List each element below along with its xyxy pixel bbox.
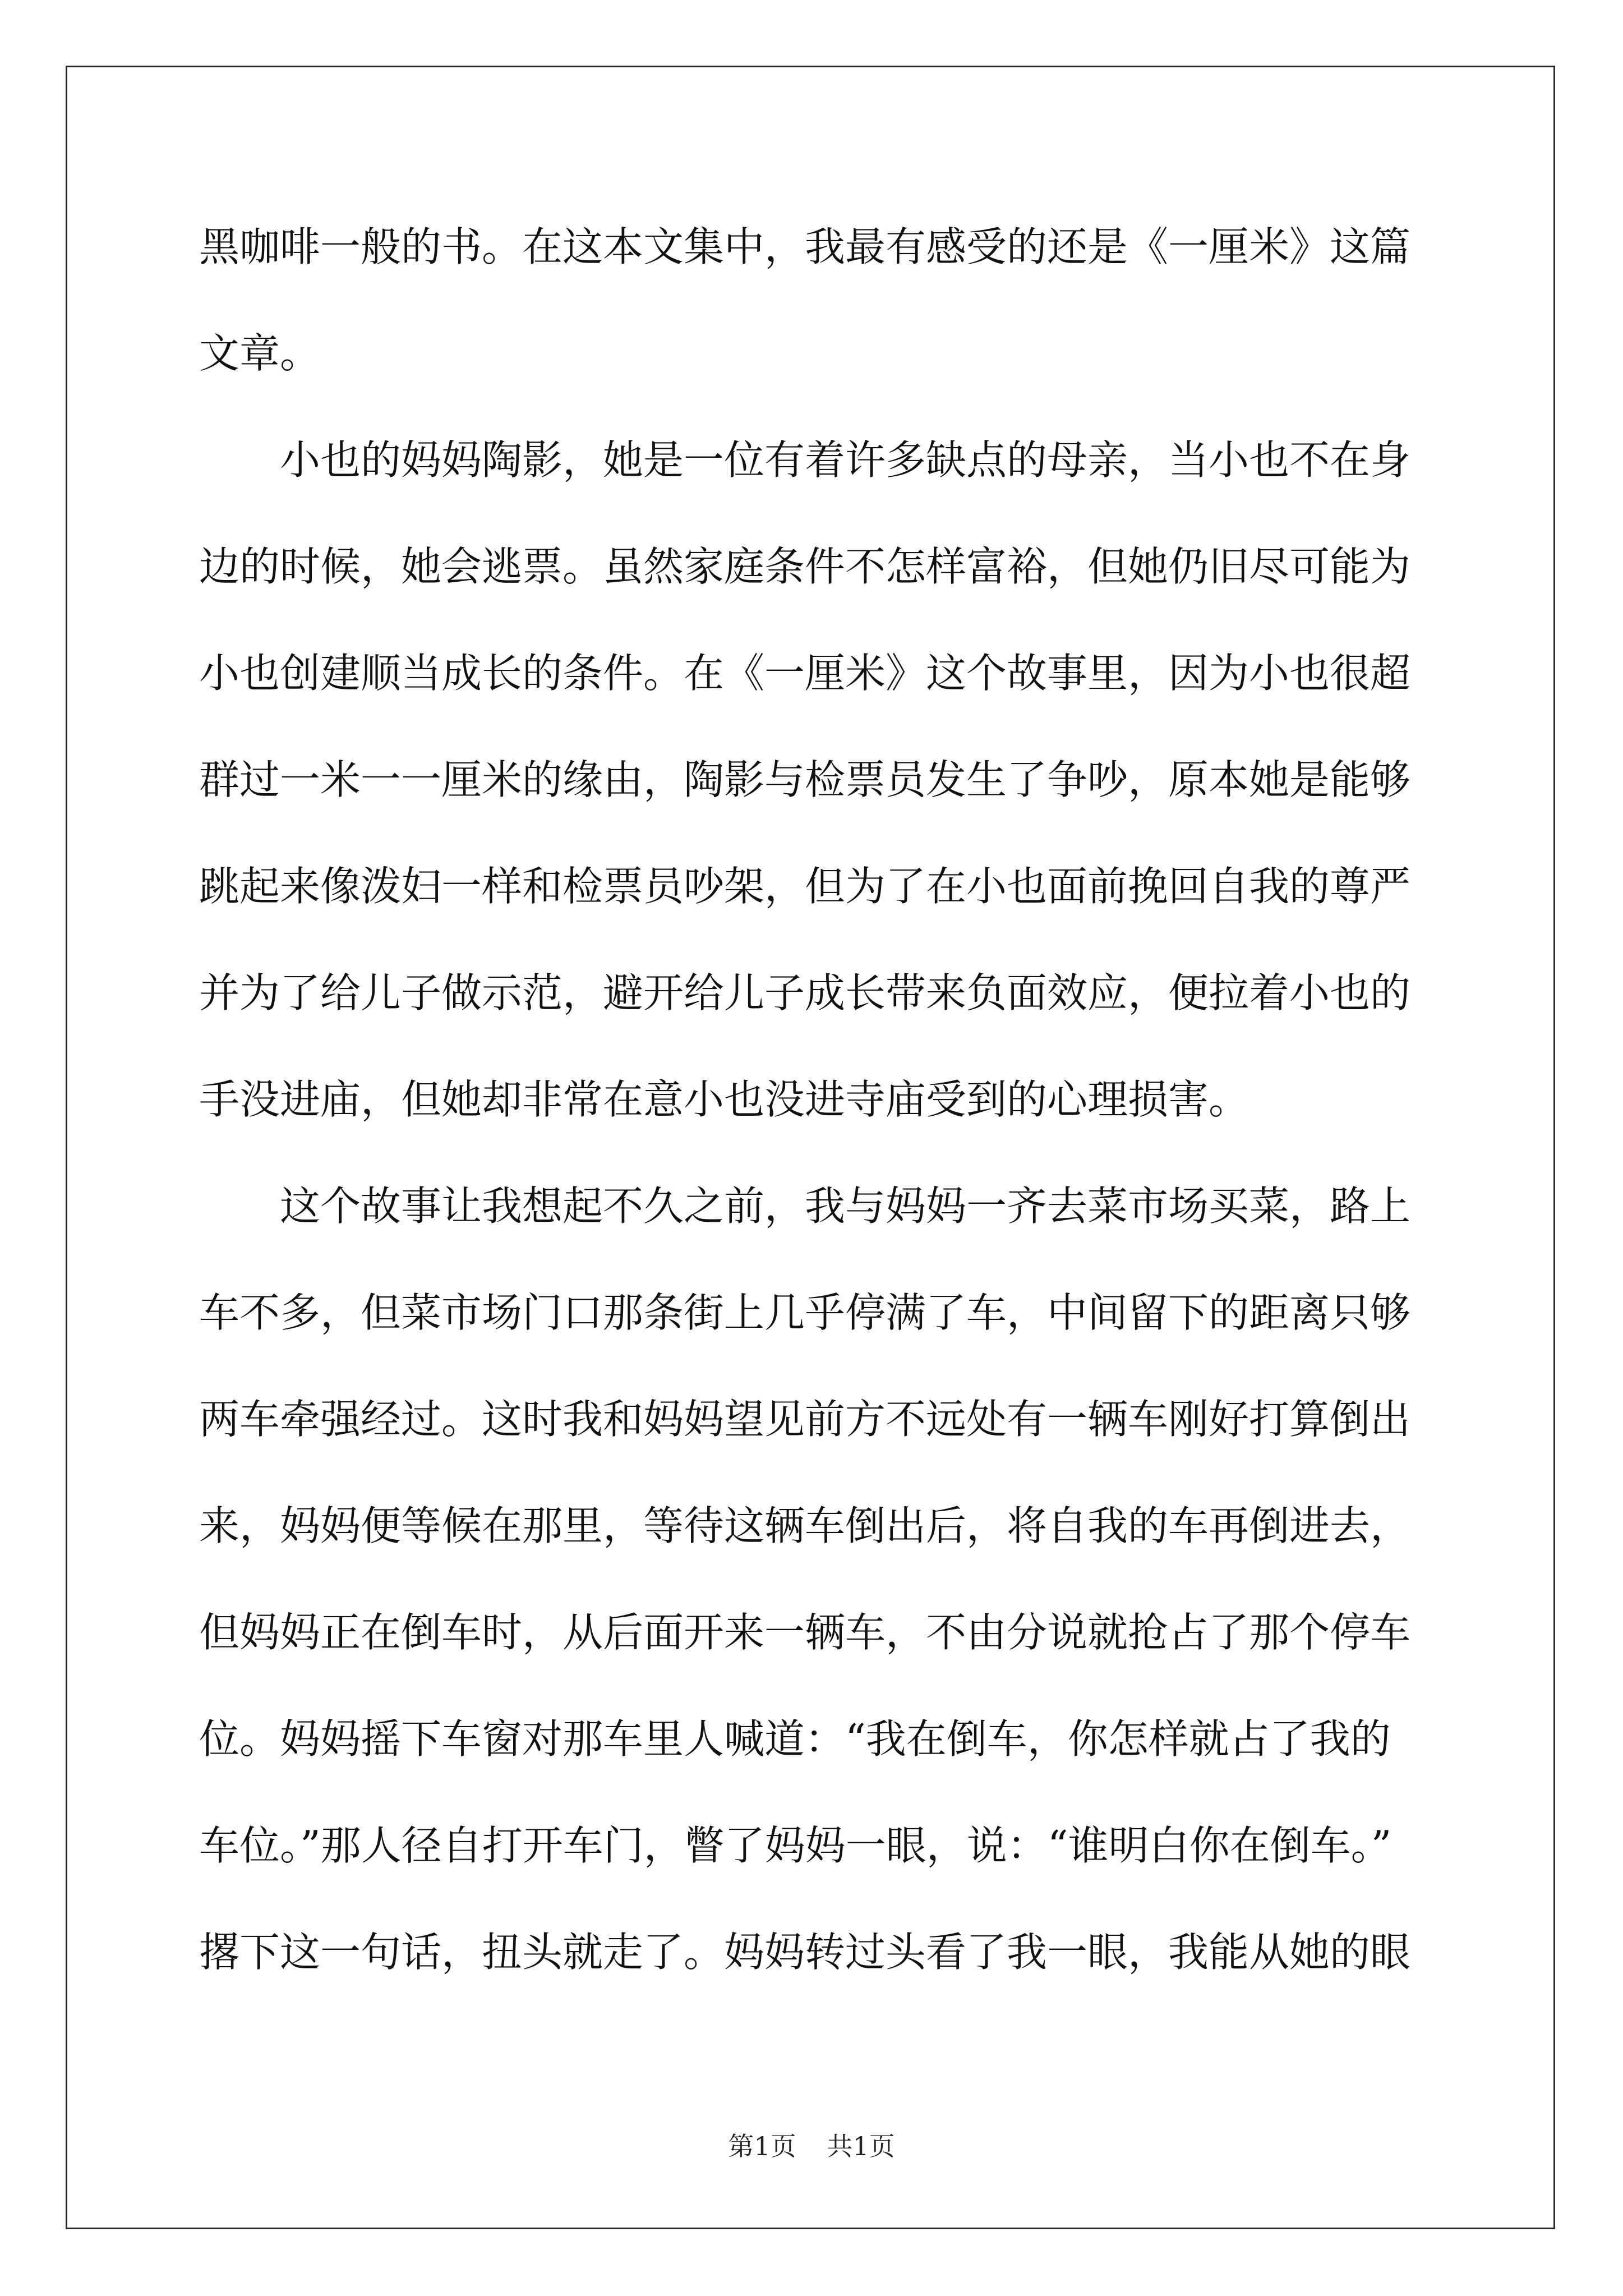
text-line: 手没进庙，但她却非常在意小也没进寺庙受到的心理损害。 [199, 1076, 1249, 1123]
paragraph-start-line: 小也的妈妈陶影，她是一位有着许多缺点的母亲，当小也不在身 [280, 436, 1411, 484]
page-number: 第1页 [728, 2131, 796, 2161]
text-line: 车位。”那人径自打开车门，瞥了妈妈一眼，说：“谁明白你在倒车。” [199, 1822, 1392, 1869]
text-line: 并为了给儿子做示范，避开给儿子成长带来负面效应，便拉着小也的 [199, 969, 1411, 1016]
page-border [66, 66, 1555, 2229]
text-line: 小也创建顺当成长的条件。在《一厘米》这个故事里，因为小也很超 [199, 650, 1411, 697]
text-line: 撂下这一句话，扭头就走了。妈妈转过头看了我一眼，我能从她的眼 [199, 1929, 1411, 1976]
text-line: 文章。 [199, 330, 321, 377]
text-line: 车不多，但菜市场门口那条街上几乎停满了车，中间留下的距离只够 [199, 1289, 1411, 1336]
text-line: 位。妈妈摇下车窗对那车里人喊道：“我在倒车，你怎样就占了我的 [199, 1715, 1391, 1763]
text-line: 边的时候，她会逃票。虽然家庭条件不怎样富裕，但她仍旧尽可能为 [199, 543, 1411, 590]
page-footer [0, 2126, 1623, 2163]
page-total: 共1页 [827, 2131, 895, 2161]
text-line: 但妈妈正在倒车时，从后面开来一辆车，不由分说就抢占了那个停车 [199, 1609, 1411, 1656]
text-line: 跳起来像泼妇一样和检票员吵架，但为了在小也面前挽回自我的尊严 [199, 863, 1411, 910]
text-line: 来，妈妈便等候在那里，等待这辆车倒出后，将自我的车再倒进去， [199, 1502, 1411, 1549]
text-line: 黑咖啡一般的书。在这本文集中，我最有感受的还是《一厘米》这篇 [199, 223, 1411, 270]
paragraph-start-line: 这个故事让我想起不久之前，我与妈妈一齐去菜市场买菜，路上 [280, 1182, 1411, 1230]
text-line: 群过一米一一厘米的缘由，陶影与检票员发生了争吵，原本她是能够 [199, 756, 1411, 803]
text-line: 两车牵强经过。这时我和妈妈望见前方不远处有一辆车刚好打算倒出 [199, 1396, 1411, 1443]
